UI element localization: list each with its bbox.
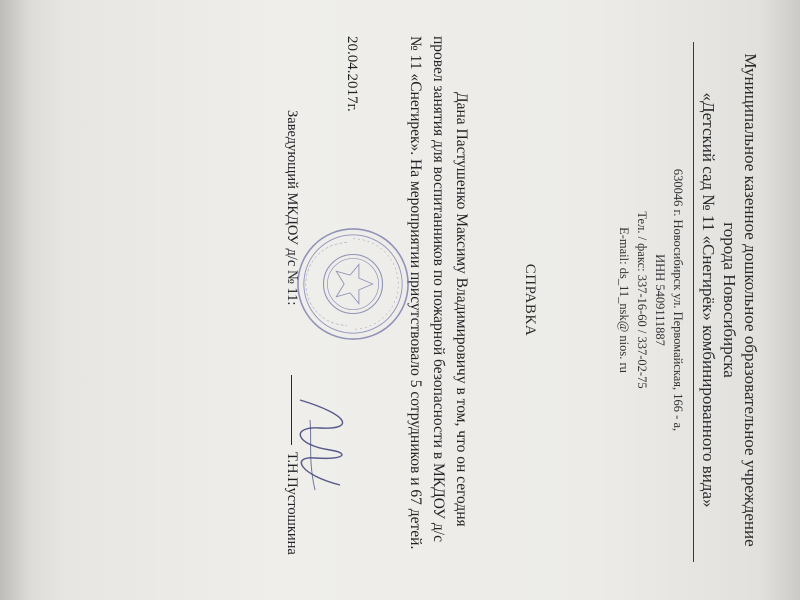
- body-line-1: Дана Пастушенко Максиму Владимировичу в том, что он сегодня: [453, 92, 470, 527]
- header-divider: [693, 42, 694, 562]
- document-date: 20.04.2017г.: [344, 36, 360, 112]
- body-line-3: № 11 «Снегирек». На мероприятии присутствовало 5 сотрудников и 67 детей.: [407, 36, 424, 550]
- org-phone: Тел. / факс: 337-16-60 / 337-02-75: [635, 211, 649, 389]
- signature-line: [291, 375, 292, 445]
- org-name-line1: Муниципальное казенное дошкольное образовательное учреждение: [741, 53, 760, 547]
- signer-name: Т.Н.Пустошкина: [284, 452, 300, 555]
- signer-role: Заведующий МКДОУ д/с № 11:: [284, 110, 300, 306]
- document-title: СПРАВКА: [522, 263, 538, 337]
- body-line-2: провел занятия для воспитанников по пожарной безопасности в МКДОУ д/с: [430, 36, 447, 542]
- org-inn: ИНН 5409111887: [653, 254, 667, 346]
- org-address: 630046 г. Новосибирск ул. Первомайская, 166 - а,: [671, 168, 685, 432]
- org-name-line3: «Детский сад № 11 «Снегирёк» комбинированного вида»: [699, 92, 718, 508]
- org-email: E-mail: ds_11_nsk@ nios. ru: [617, 227, 631, 373]
- org-name-line2: города Новосибирска: [720, 222, 739, 378]
- official-stamp-icon: [294, 225, 412, 343]
